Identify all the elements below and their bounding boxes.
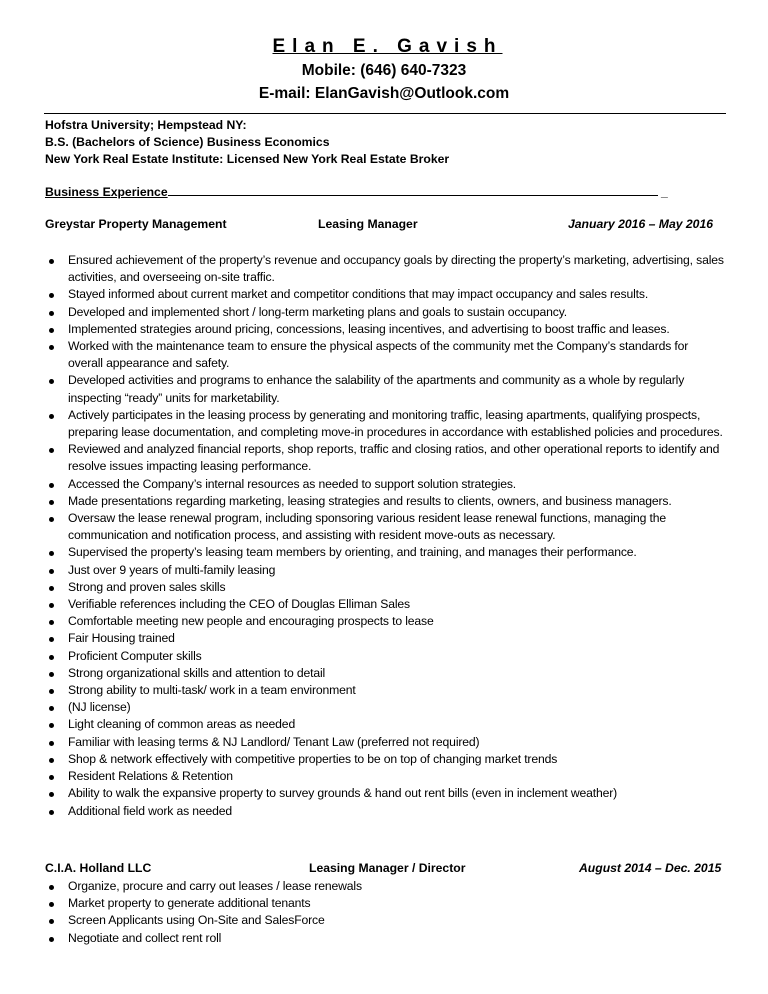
mobile-number: Mobile: (646) 640-7323 <box>301 62 467 79</box>
bullet-item: Familiar with leasing terms & NJ Landlord/ Tenant Law (preferred not required) <box>45 734 725 751</box>
education-line: Hofstra University; Hempstead NY: <box>45 118 247 132</box>
email-address: E-mail: ElanGavish@Outlook.com <box>258 85 510 102</box>
bullet-item: Comfortable meeting new people and encouraging prospects to lease <box>45 613 725 630</box>
job-company: C.I.A. Holland LLC <box>45 861 152 875</box>
bullet-item: Organize, procure and carry out leases / lease renewals <box>45 878 725 895</box>
job-dates: January 2016 – May 2016 <box>568 217 714 231</box>
bullet-item: Resident Relations & Retention <box>45 768 725 785</box>
bullet-item: Made presentations regarding marketing, leasing strategies and results to clients, owners, and business managers. <box>45 493 725 510</box>
bullet-item: Worked with the maintenance team to ensure the physical aspects of the community met the Company’s standards for overall appearance and safety. <box>45 338 725 372</box>
bullet-item: Verifiable references including the CEO of Douglas Elliman Sales <box>45 596 725 613</box>
bullet-item: Actively participates in the leasing process by generating and monitoring traffic, leasing apartments, qualifying prospects, preparing lease documentation, and completing move-in procedures in accordance with established policies and procedures. <box>45 407 725 441</box>
job-bullet-list <box>45 252 725 820</box>
section-tail: _ <box>657 185 668 199</box>
bullet-item: Ensured achievement of the property’s revenue and occupancy goals by directing the property’s marketing, advertising, sales activities, and overseeing on-site traffic. <box>45 252 725 286</box>
bullet-item: Stayed informed about current market and competitor conditions that may impact occupancy and sales results. <box>45 286 725 303</box>
bullet-item: Light cleaning of common areas as needed <box>45 716 725 733</box>
bullet-item: Screen Applicants using On-Site and SalesForce <box>45 912 725 929</box>
bullet-item: Fair Housing trained <box>45 630 725 647</box>
job-title: Leasing Manager <box>318 217 418 231</box>
education-line: New York Real Estate Institute: Licensed New York Real Estate Broker <box>45 152 450 166</box>
section-heading <box>45 183 668 199</box>
job-company: Greystar Property Management <box>45 217 227 231</box>
bullet-item: Strong organizational skills and attention to detail <box>45 665 725 682</box>
education-line: B.S. (Bachelors of Science) Business Economics <box>45 135 330 149</box>
bullet-item: (NJ license) <box>45 699 725 716</box>
bullet-item: Supervised the property’s leasing team members by orienting, and training, and manages their performance. <box>45 544 725 561</box>
bullet-item: Market property to generate additional tenants <box>45 895 725 912</box>
bullet-item: Additional field work as needed <box>45 803 725 820</box>
bullet-item: Proficient Computer skills <box>45 648 725 665</box>
header-divider <box>44 113 726 114</box>
bullet-item: Shop & network effectively with competitive properties to be on top of changing market trends <box>45 751 725 768</box>
bullet-item: Developed and implemented short / long-term marketing plans and goals to sustain occupancy. <box>45 304 725 321</box>
bullet-item: Accessed the Company’s internal resources as needed to support solution strategies. <box>45 476 725 493</box>
job-bullet-list <box>45 878 725 947</box>
name-text: Elan E. Gavish <box>272 36 503 57</box>
bullet-item: Strong ability to multi-task/ work in a team environment <box>45 682 725 699</box>
bullet-item: Ability to walk the expansive property to survey grounds & hand out rent bills (even in inclement weather) <box>45 785 725 802</box>
resume-name-heading <box>0 36 768 58</box>
job-header <box>45 217 725 234</box>
job-title: Leasing Manager / Director <box>309 861 466 875</box>
bullet-item: Oversaw the lease renewal program, including sponsoring various resident lease renewal functions, managing the communication and notification process, and assisting with resident move-outs as necessary. <box>45 510 725 544</box>
bullet-item: Just over 9 years of multi-family leasing <box>45 562 725 579</box>
bullet-item: Negotiate and collect rent roll <box>45 930 725 947</box>
bullet-item: Implemented strategies around pricing, concessions, leasing incentives, and advertising to boost traffic and leases. <box>45 321 725 338</box>
job-header <box>45 861 725 878</box>
bullet-item: Reviewed and analyzed financial reports, shop reports, traffic and closing ratios, and other operational reports to identify and resolve issues impacting leasing performance. <box>45 441 725 475</box>
bullet-item: Developed activities and programs to enhance the salability of the apartments and community as a whole by regularly inspecting “ready” units for marketability. <box>45 372 725 406</box>
bullet-item: Strong and proven sales skills <box>45 579 725 596</box>
section-label: Business Experience <box>45 185 168 199</box>
job-dates: August 2014 – Dec. 2015 <box>579 861 722 875</box>
section-rule <box>168 183 658 196</box>
